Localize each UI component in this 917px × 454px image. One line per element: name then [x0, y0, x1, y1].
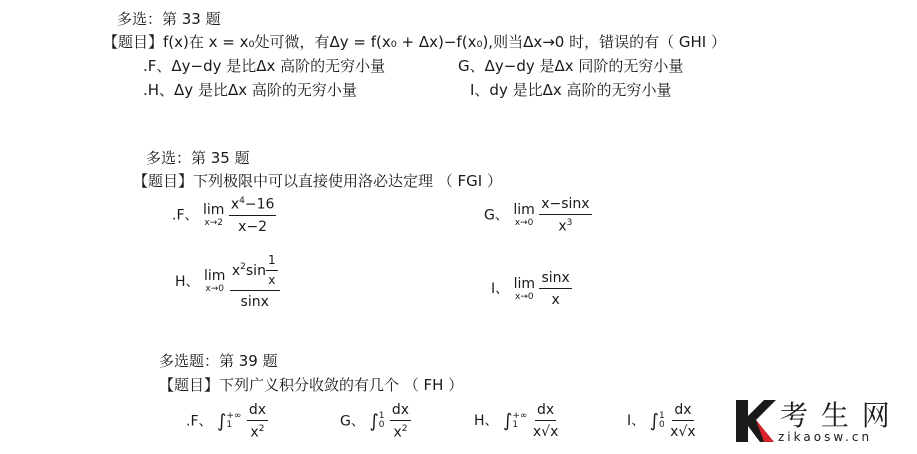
- option-label: H、: [175, 273, 200, 290]
- q35-option-f: [172, 196, 276, 235]
- logo-name: 考 生 网: [780, 399, 892, 432]
- q33-stem: 【题目】f(x)在 x = x₀处可微，有Δy = f(x₀ + Δx)−f(x₀),则当Δx→0 时，错误的有（ GHI ）: [103, 33, 726, 51]
- q35-header: 多选：第 35 题: [146, 149, 250, 167]
- fraction: $\frac{x^4-16}{x-2}$: [230, 196, 275, 235]
- q39-header: 多选题：第 39 题: [159, 352, 278, 370]
- q35-option-g: [484, 196, 592, 235]
- limit: lim x→2: [202, 201, 225, 228]
- option-label: .F、: [172, 207, 199, 224]
- q33-header: 多选：第 33 题: [117, 10, 221, 28]
- fraction: $\frac{dx}{x√x}$: [670, 402, 696, 441]
- option-label: H、: [474, 413, 499, 430]
- option-label: I、: [491, 281, 510, 298]
- fraction: $\frac{dx}{x^2}$: [248, 402, 267, 441]
- fraction: $\frac{dx}{x^2}$: [391, 402, 410, 441]
- fraction: $\frac{\sin x}{x}$: [541, 270, 570, 309]
- q39-option-i: I、 ∫ 1 0 $\frac{dx}{x√x}$: [627, 402, 696, 441]
- q33-option-i: I、dy 是比Δx 高阶的无穷小量: [470, 81, 672, 99]
- q39-stem: 【题目】下列广义积分收敛的有几个 （ FH ）: [159, 376, 464, 394]
- option-label: I、: [627, 413, 646, 430]
- q39-option-h: H、 ∫ +∞ 1 $\frac{dx}{x√x}$: [474, 402, 559, 441]
- logo-k-icon: [734, 396, 776, 444]
- fraction: $\frac{dx}{x√x}$: [532, 402, 559, 441]
- q33-option-h: .H、Δy 是比Δx 高阶的无穷小量: [143, 81, 357, 99]
- q35-stem: 【题目】下列极限中可以直接使用洛必达定理 （ FGI ）: [133, 172, 502, 190]
- q35-option-h: [175, 254, 280, 310]
- limit: lim x→0: [513, 275, 536, 302]
- integral-sign: ∫: [216, 410, 227, 432]
- option-label: G、: [484, 207, 509, 224]
- limit: lim x→0: [513, 201, 535, 228]
- logo-url: zikaosw.cn: [778, 430, 873, 444]
- q33-option-f: .F、Δy−dy 是比Δx 高阶的无穷小量: [143, 57, 386, 75]
- fraction: $\frac{x-\sin x}{x^3}$: [541, 196, 590, 235]
- option-label: .F、: [186, 413, 213, 430]
- limit: lim x→0: [203, 268, 226, 295]
- q39-option-f: .F、 ∫ +∞ 1 $\frac{dx}{x^2}$: [186, 402, 267, 441]
- option-label: G、: [340, 413, 365, 430]
- watermark-logo: [734, 392, 914, 450]
- q33-option-g: G、Δy−dy 是Δx 同阶的无穷小量: [458, 57, 684, 75]
- q35-option-i: [491, 270, 572, 308]
- integral-sign: ∫: [369, 410, 379, 432]
- fraction: $x^2\sin$ $\frac{1}{x}$ sinx: [230, 254, 280, 310]
- q39-option-g: G、 ∫ 1 0 $\frac{dx}{x^2}$: [340, 402, 410, 441]
- integral-sign: ∫: [502, 410, 513, 432]
- integral-sign: ∫: [649, 410, 659, 432]
